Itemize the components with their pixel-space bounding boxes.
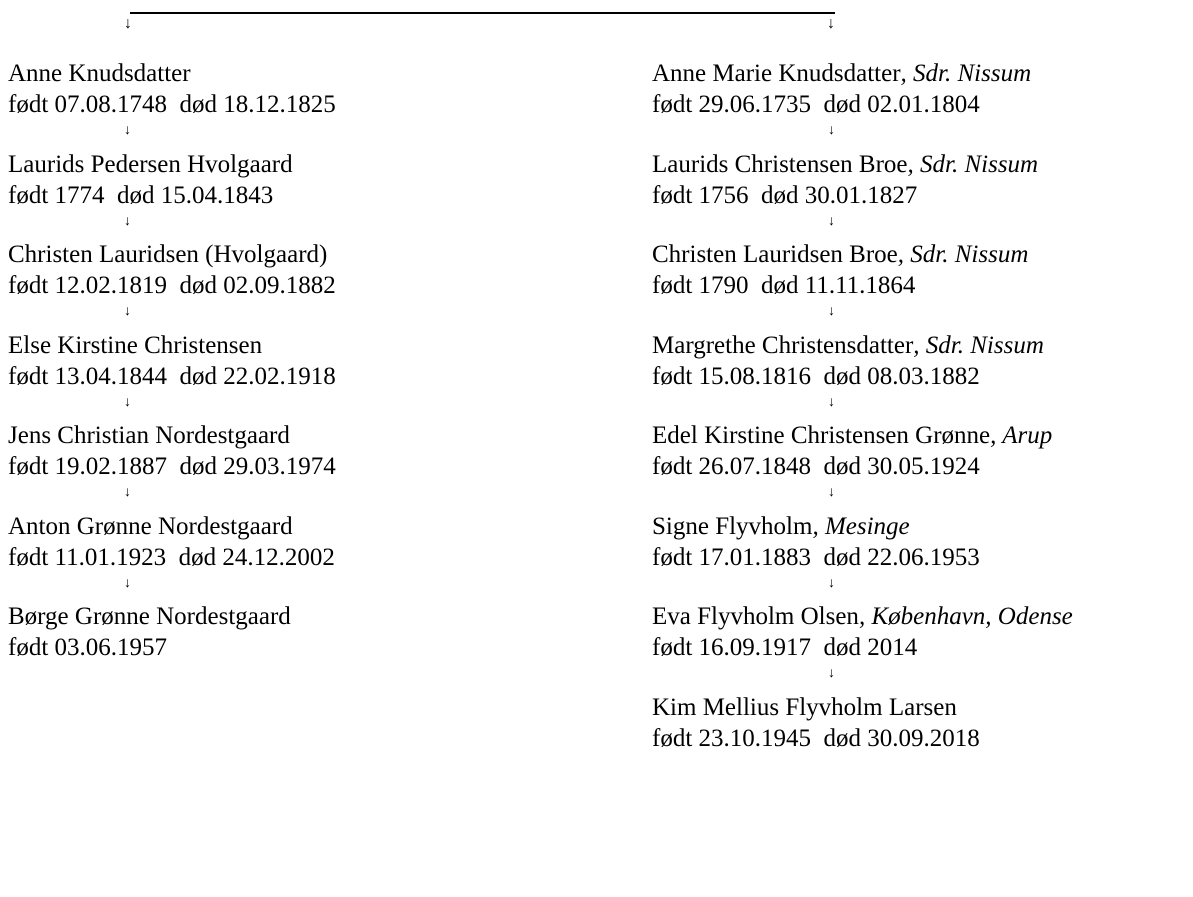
died-label: død xyxy=(179,91,218,118)
death-date: 22.06.1953 xyxy=(867,544,980,571)
person-name-line xyxy=(8,149,293,180)
person-name: Margrethe Christensdatter xyxy=(652,332,914,359)
person-entry xyxy=(8,149,293,211)
born-label: født xyxy=(8,363,49,390)
person-name-line xyxy=(8,601,291,632)
death-date: 30.09.2018 xyxy=(867,725,980,752)
death-date: 22.02.1918 xyxy=(223,363,336,390)
born-label: født xyxy=(652,725,693,752)
person-name: Christen Lauridsen Broe xyxy=(652,241,898,268)
descent-arrow: ↓ xyxy=(828,214,835,229)
person-name: Else Kirstine Christensen xyxy=(8,332,263,359)
descent-arrow: ↓ xyxy=(828,304,835,319)
place-separator: , xyxy=(812,513,825,540)
died-label: død xyxy=(761,182,799,209)
died-label: død xyxy=(178,544,217,571)
top-left-arrow: ↓ xyxy=(124,15,132,32)
birth-date: 26.07.1848 xyxy=(698,453,812,480)
born-label: født xyxy=(8,91,49,118)
person-place: Sdr. Nissum xyxy=(913,60,1032,87)
birth-date: 17.01.1883 xyxy=(698,544,812,571)
person-dates-line xyxy=(8,542,335,573)
person-dates-line xyxy=(652,451,1052,482)
birth-date: 03.06.1957 xyxy=(54,634,168,661)
place-separator: , xyxy=(913,332,926,359)
place-separator: , xyxy=(907,151,921,178)
person-name-line xyxy=(8,511,335,542)
top-right-arrow: ↓ xyxy=(827,15,835,32)
person-place: Sdr. Nissum xyxy=(925,332,1044,359)
died-label: død xyxy=(823,634,862,661)
born-label: født xyxy=(652,91,693,118)
death-date: 30.05.1924 xyxy=(867,453,980,480)
person-entry xyxy=(652,58,1031,120)
person-dates-line xyxy=(8,89,336,120)
person-name: Anton Grønne Nordestgaard xyxy=(8,513,293,540)
person-name-line xyxy=(8,330,336,361)
person-name-line xyxy=(652,58,1031,89)
person-name: Laurids Christensen Broe xyxy=(652,151,908,178)
death-date: 11.11.1864 xyxy=(804,272,916,299)
person-name: Anne Marie Knudsdatter xyxy=(652,60,901,87)
death-date: 08.03.1882 xyxy=(867,363,980,390)
birth-date: 1774 xyxy=(54,182,105,209)
died-label: død xyxy=(823,91,862,118)
person-name-line xyxy=(652,511,980,542)
person-place: Sdr. Nissum xyxy=(920,151,1039,178)
birth-date: 15.08.1816 xyxy=(698,363,812,390)
person-place: Arup xyxy=(1002,422,1053,449)
person-entry xyxy=(652,511,980,573)
death-date: 29.03.1974 xyxy=(223,453,336,480)
died-label: død xyxy=(823,363,862,390)
born-label: født xyxy=(8,634,49,661)
person-dates-line xyxy=(652,542,980,573)
place-separator: , xyxy=(897,241,911,268)
died-label: død xyxy=(761,272,799,299)
person-dates-line xyxy=(652,632,1073,663)
person-name-line xyxy=(652,420,1052,451)
birth-date: 29.06.1735 xyxy=(698,91,812,118)
person-name: Laurids Pedersen Hvolgaard xyxy=(8,151,293,178)
place-separator: , xyxy=(990,422,1003,449)
birth-date: 1790 xyxy=(698,272,749,299)
died-label: død xyxy=(117,182,155,209)
place-separator: , xyxy=(858,603,872,630)
death-date: 15.04.1843 xyxy=(160,182,274,209)
born-label: født xyxy=(652,363,693,390)
person-name-line xyxy=(652,239,1028,270)
person-entry xyxy=(8,511,335,573)
person-dates-line xyxy=(652,270,1028,301)
born-label: født xyxy=(652,272,693,299)
death-date: 02.09.1882 xyxy=(223,272,336,299)
born-label: født xyxy=(652,544,693,571)
descent-arrow: ↓ xyxy=(124,214,131,229)
person-entry xyxy=(652,692,980,754)
born-label: født xyxy=(8,544,49,571)
person-dates-line xyxy=(8,270,336,301)
died-label: død xyxy=(179,453,218,480)
person-entry xyxy=(652,239,1028,301)
descent-arrow: ↓ xyxy=(124,485,131,500)
person-name: Kim Mellius Flyvholm Larsen xyxy=(652,694,957,721)
person-name: Børge Grønne Nordestgaard xyxy=(8,603,291,630)
birth-date: 07.08.1748 xyxy=(54,91,168,118)
person-name-line xyxy=(652,149,1038,180)
died-label: død xyxy=(823,453,862,480)
person-name: Christen Lauridsen (Hvolgaard) xyxy=(8,241,328,268)
person-dates-line xyxy=(652,89,1031,120)
person-name: Jens Christian Nordestgaard xyxy=(8,422,290,449)
person-entry xyxy=(8,58,336,120)
descent-arrow: ↓ xyxy=(828,395,835,410)
person-dates-line xyxy=(652,723,980,754)
descent-arrow: ↓ xyxy=(828,666,835,681)
person-name: Edel Kirstine Christensen Grønne xyxy=(652,422,991,449)
birth-date: 11.01.1923 xyxy=(54,544,167,571)
person-dates-line xyxy=(652,180,1038,211)
died-label: død xyxy=(823,544,862,571)
born-label: født xyxy=(8,182,49,209)
person-dates-line xyxy=(8,180,293,211)
descent-arrow: ↓ xyxy=(828,485,835,500)
birth-date: 13.04.1844 xyxy=(54,363,168,390)
person-entry xyxy=(8,330,336,392)
descent-arrow: ↓ xyxy=(828,576,835,591)
descent-arrow: ↓ xyxy=(124,576,131,591)
place-separator: , xyxy=(900,60,914,87)
person-dates-line xyxy=(652,361,1044,392)
person-dates-line xyxy=(8,632,291,663)
born-label: født xyxy=(652,182,693,209)
birth-date: 16.09.1917 xyxy=(698,634,812,661)
descent-arrow: ↓ xyxy=(828,123,835,138)
person-name-line xyxy=(652,692,980,723)
person-place: Mesinge xyxy=(824,513,910,540)
person-name-line xyxy=(8,420,336,451)
died-label: død xyxy=(179,363,218,390)
death-date: 18.12.1825 xyxy=(223,91,336,118)
birth-date: 12.02.1819 xyxy=(54,272,168,299)
person-entry xyxy=(8,239,336,301)
birth-date: 19.02.1887 xyxy=(54,453,168,480)
person-dates-line xyxy=(8,361,336,392)
descent-arrow: ↓ xyxy=(124,123,131,138)
born-label: født xyxy=(8,272,49,299)
person-entry xyxy=(8,601,291,663)
person-entry xyxy=(8,420,336,482)
death-date: 30.01.1827 xyxy=(804,182,918,209)
person-name-line xyxy=(652,601,1073,632)
died-label: død xyxy=(179,272,218,299)
birth-date: 23.10.1945 xyxy=(698,725,812,752)
person-name: Signe Flyvholm xyxy=(652,513,813,540)
born-label: født xyxy=(8,453,49,480)
person-entry xyxy=(652,601,1073,663)
connector-line xyxy=(130,12,835,14)
person-entry xyxy=(652,420,1052,482)
person-place: København, Odense xyxy=(871,603,1073,630)
person-name: Anne Knudsdatter xyxy=(8,60,191,87)
person-name: Eva Flyvholm Olsen xyxy=(652,603,859,630)
birth-date: 1756 xyxy=(698,182,749,209)
person-name-line xyxy=(8,239,336,270)
born-label: født xyxy=(652,453,693,480)
descent-arrow: ↓ xyxy=(124,304,131,319)
person-name-line xyxy=(8,58,336,89)
born-label: født xyxy=(652,634,693,661)
person-name-line xyxy=(652,330,1044,361)
person-dates-line xyxy=(8,451,336,482)
death-date: 24.12.2002 xyxy=(222,544,335,571)
person-place: Sdr. Nissum xyxy=(910,241,1029,268)
death-date: 2014 xyxy=(867,634,918,661)
descent-arrow: ↓ xyxy=(124,395,131,410)
person-entry xyxy=(652,330,1044,392)
death-date: 02.01.1804 xyxy=(867,91,980,118)
person-entry xyxy=(652,149,1038,211)
died-label: død xyxy=(823,725,862,752)
